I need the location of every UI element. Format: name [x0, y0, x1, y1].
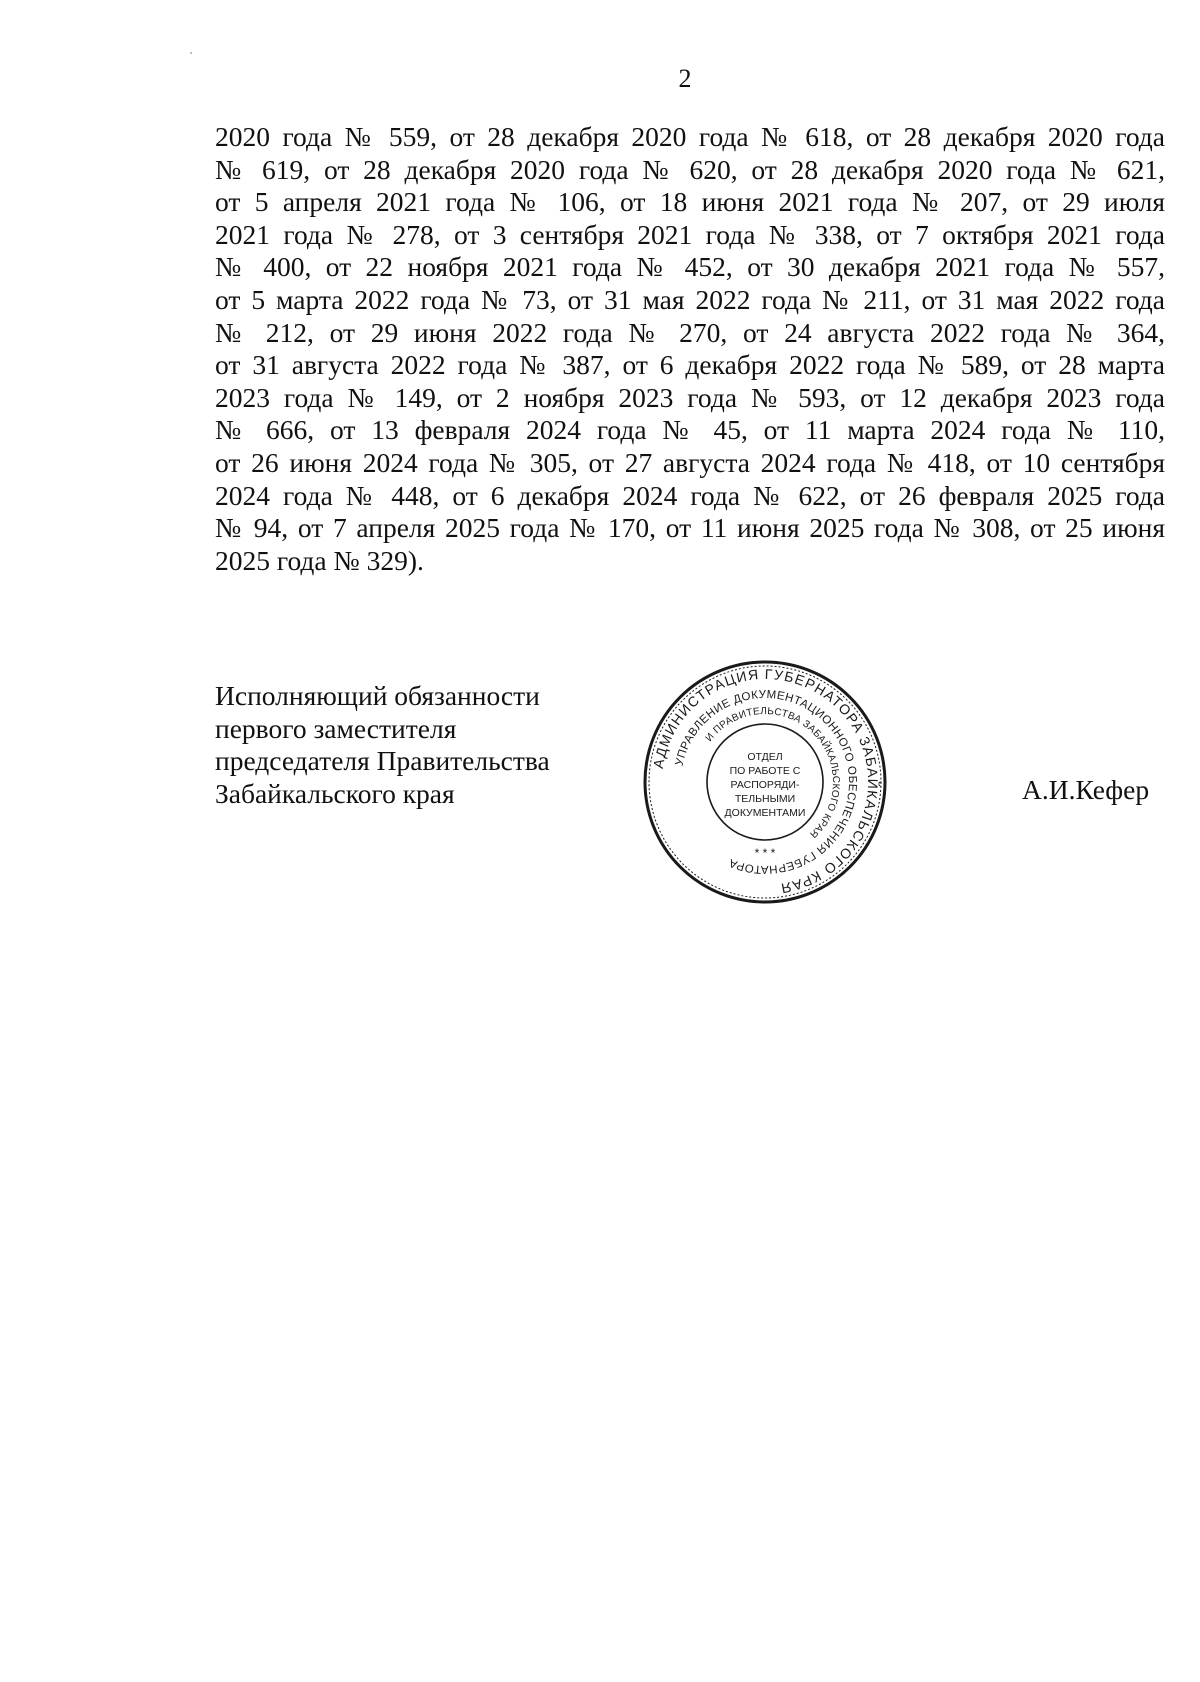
body-line: № 400, от 22 ноября 2021 года № 452, от 30 декабря 2021 года № 557,	[215, 251, 1165, 283]
body-line: 2024 года № 448, от 6 декабря 2024 года № 622, от 26 февраля 2025 года	[215, 479, 1165, 511]
scan-margin-mark	[190, 52, 192, 54]
body-line: № 94, от 7 апреля 2025 года № 170, от 11 июня 2025 года № 308, от 25 июня	[215, 512, 1165, 544]
body-line: от 5 апреля 2021 года № 106, от 18 июня 2021 года № 207, от 29 июля	[215, 186, 1165, 218]
body-line: № 619, от 28 декабря 2020 года № 620, от 28 декабря 2020 года № 621,	[215, 153, 1165, 185]
seal-outer-text: АДМИНИСТРАЦИЯ ГУБЕРНАТОРА ЗАБАЙКАЛЬСКОГО КРАЯ	[649, 665, 882, 897]
document-body	[215, 121, 1165, 577]
body-line: 2021 года № 278, от 3 сентября 2021 года № 338, от 7 октября 2021 года	[215, 218, 1165, 250]
signatory-position	[215, 680, 550, 810]
seal-middle-text: УПРАВЛЕНИЕ ДОКУМЕНТАЦИОННОГО ОБЕСПЕЧЕНИЯ ГУБЕРНАТОРА	[673, 688, 859, 876]
body-line: 2023 года № 149, от 2 ноября 2023 года № 593, от 12 декабря 2023 года	[215, 381, 1165, 413]
signatory-position-line: первого заместителя	[215, 712, 457, 744]
body-line: от 5 марта 2022 года № 73, от 31 мая 2022 года № 211, от 31 мая 2022 года	[215, 283, 1165, 315]
signatory-name: А.И.Кефер	[1022, 774, 1150, 805]
body-line-last: 2025 года № 329).	[215, 544, 424, 576]
seal-center-line: ОТДЕЛ	[747, 751, 783, 763]
body-line: от 31 августа 2022 года № 387, от 6 декабря 2022 года № 589, от 28 марта	[215, 349, 1165, 381]
signatory-position-line: Исполняющий обязанности	[215, 680, 540, 711]
seal-center-line: РАСПОРЯДИ-	[730, 779, 800, 791]
seal-stamp-graphic	[640, 657, 890, 907]
seal-center-line: ПО РАБОТЕ С	[729, 765, 801, 777]
body-line: 2020 года № 559, от 28 декабря 2020 года № 618, от 28 декабря 2020 года	[215, 121, 1165, 152]
body-line: № 212, от 29 июня 2022 года № 270, от 24 августа 2022 года № 364,	[215, 316, 1165, 348]
body-line: № 666, от 13 февраля 2024 года № 45, от 11 марта 2024 года № 110,	[215, 414, 1165, 446]
signatory-position-line: председателя Правительства	[215, 745, 550, 777]
page-number: 2	[678, 64, 692, 93]
body-line: от 26 июня 2024 года № 305, от 27 августа 2024 года № 418, от 10 сентября	[215, 446, 1165, 478]
seal-center-line: ТЕЛЬНЫМИ	[734, 793, 796, 805]
seal-center-line: ДОКУМЕНТАМИ	[724, 807, 806, 819]
seal-inner-text: И ПРАВИТЕЛЬСТВА ЗАБАЙКАЛЬСКОГО КРАЯ	[703, 705, 842, 840]
official-seal	[640, 657, 890, 907]
seal-stars: * * *	[754, 846, 776, 860]
signatory-position-line: Забайкальского края	[215, 777, 455, 809]
